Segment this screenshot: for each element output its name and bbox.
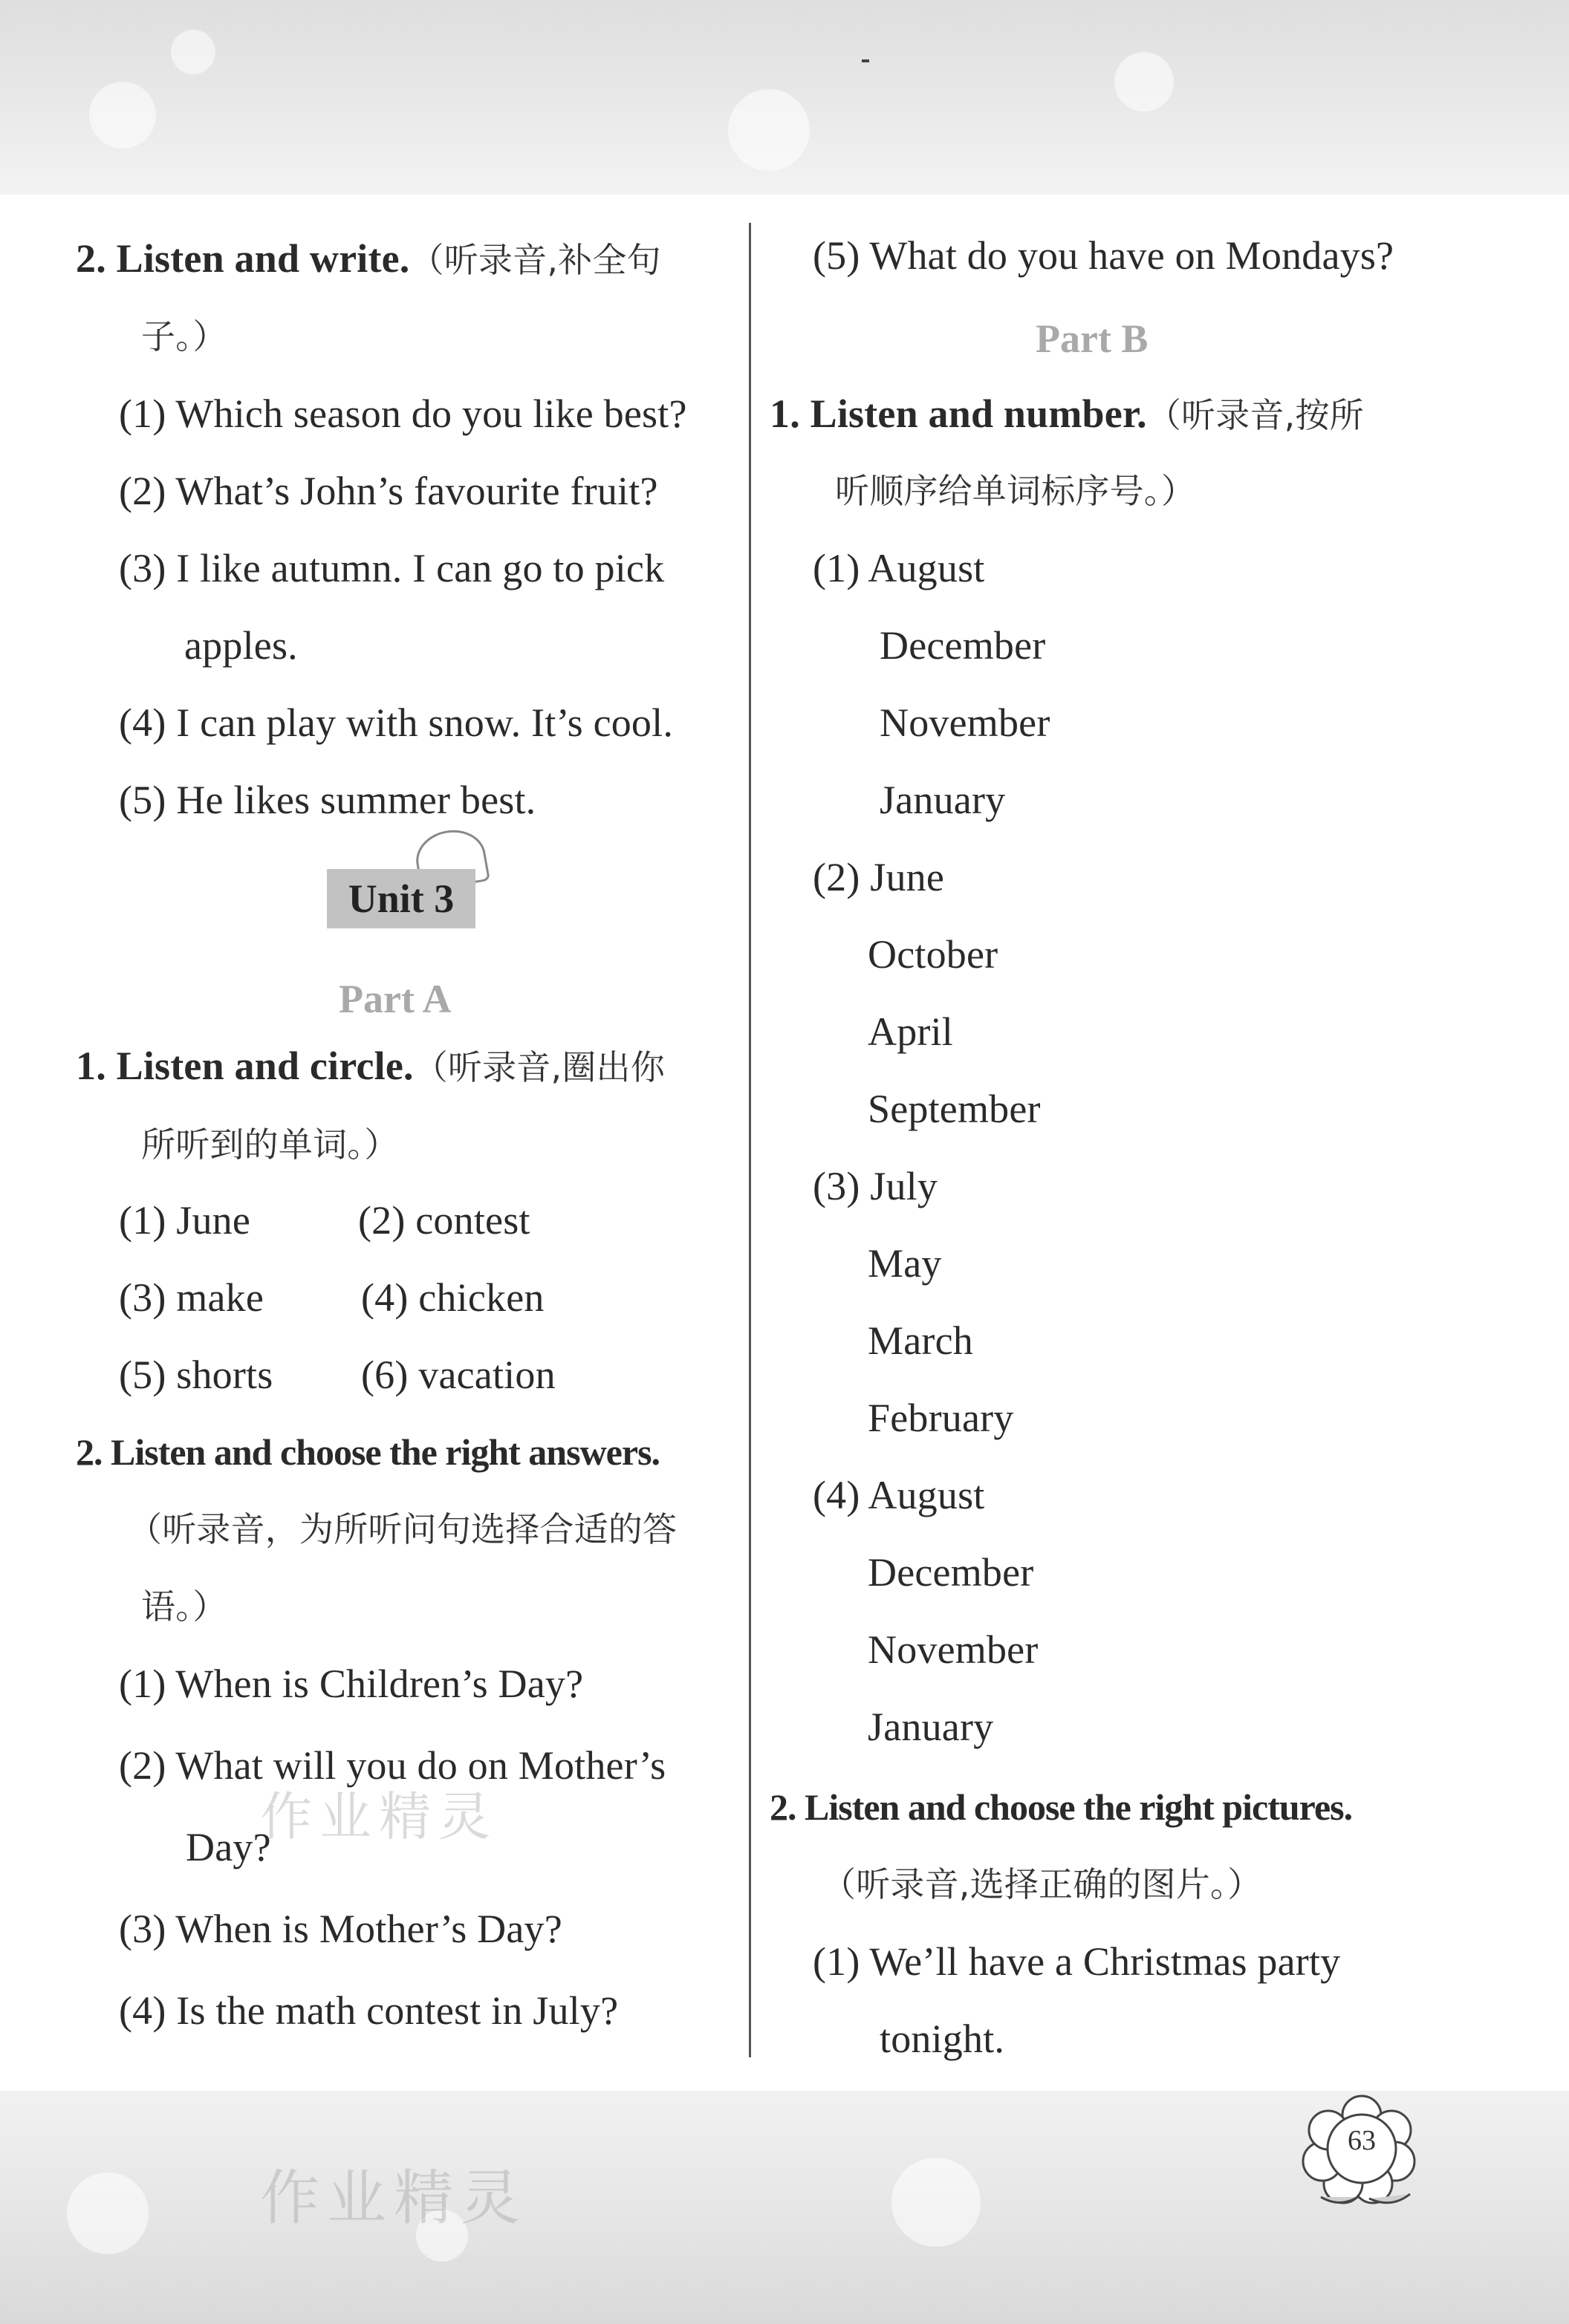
list-item-cont: Day? [186,1825,271,1869]
decor-bubble [891,2158,981,2247]
section-instruction-cont: 听顺序给单词标序号。） [835,471,1196,511]
section-instruction: （听录音,按所 [1146,395,1364,435]
part-a-heading: Part A [339,977,452,1021]
section-title: Listen and number. [810,391,1147,436]
section-title: Listen and write. [116,236,410,281]
section-instruction-cont: 子。） [141,316,227,357]
word-item: September [868,1087,1041,1131]
section-instruction: （听录音,补全句 [409,240,661,280]
list-item: (1) We’ll have a Christmas party [813,1939,1341,1984]
list-item: (3) When is Mother’s Day? [119,1907,562,1951]
word-item: (4) chicken [361,1275,545,1320]
section-instruction-cont: 语。） [141,1586,227,1627]
list-item: (4) I can play with snow. It’s cool. [119,700,674,745]
page-number: 63 [1348,2125,1376,2156]
word-item: November [868,1627,1039,1672]
section-instruction: （听录音,选择正确的图片。） [822,1864,1262,1904]
section-instruction: （听录音，为所听问句选择合适的答 [128,1509,678,1549]
list-item: (2) What will you do on Mother’s [119,1743,666,1788]
word-item: January [880,778,1006,822]
section-title: 2. Listen and choose the right pictures. [770,1786,1353,1828]
header-band [0,0,1569,195]
list-item-cont: tonight. [880,2017,1005,2061]
decor-bubble [171,30,215,74]
section-number: 2. [76,236,106,281]
section-heading [76,1040,665,1093]
word-item: (4) August [813,1473,985,1517]
list-item: (4) Is the math contest in July? [119,1988,619,2033]
list-item: (5) He likes summer best. [119,778,536,822]
section-instruction: （听录音,圈出你 [413,1047,665,1087]
list-item: (5) What do you have on Mondays? [813,233,1394,278]
word-item: (5) shorts [119,1353,273,1397]
list-item: (2) What’s John’s favourite fruit? [119,469,658,513]
word-item: October [868,932,998,977]
section-heading [76,1426,660,1478]
stray-mark [862,59,869,62]
word-item: December [868,1550,1034,1595]
word-item: January [868,1705,994,1749]
word-item: February [868,1396,1014,1440]
decor-bubble [89,82,156,149]
section-heading [770,388,1364,441]
word-item: (3) July [813,1164,938,1208]
word-item: December [880,623,1046,668]
section-title: 2. Listen and choose the right answers. [76,1431,660,1473]
decor-bubble [67,2172,149,2254]
word-item: (1) June [119,1198,251,1243]
word-item: April [868,1009,953,1054]
section-instruction-cont: 所听到的单词。） [141,1124,399,1165]
word-item: March [868,1318,973,1363]
word-item: (1) August [813,546,985,590]
word-item: November [880,700,1050,745]
unit-title: Unit 3 [327,869,475,928]
decor-bubble [728,89,810,171]
section-number: 1. [76,1044,106,1088]
section-heading [770,1781,1352,1833]
word-item: (2) contest [358,1198,530,1243]
watermark: 作业精灵 [260,2164,527,2233]
section-title: Listen and circle. [116,1044,414,1088]
section-heading [76,232,661,286]
word-item: (6) vacation [361,1353,556,1397]
list-item: (3) I like autumn. I can go to pick [119,546,665,590]
part-b-heading: Part B [1036,316,1149,361]
section-number: 1. [770,391,800,436]
word-item: May [868,1241,942,1286]
column-divider [749,223,751,2057]
list-item: (1) Which season do you like best? [119,391,687,436]
word-item: (2) June [813,855,945,899]
list-item: (1) When is Children’s Day? [119,1661,584,1706]
watermark: 作业精灵 [260,1786,498,1847]
decor-bubble [1114,52,1174,111]
word-item: (3) make [119,1275,264,1320]
list-item-cont: apples. [184,623,298,668]
